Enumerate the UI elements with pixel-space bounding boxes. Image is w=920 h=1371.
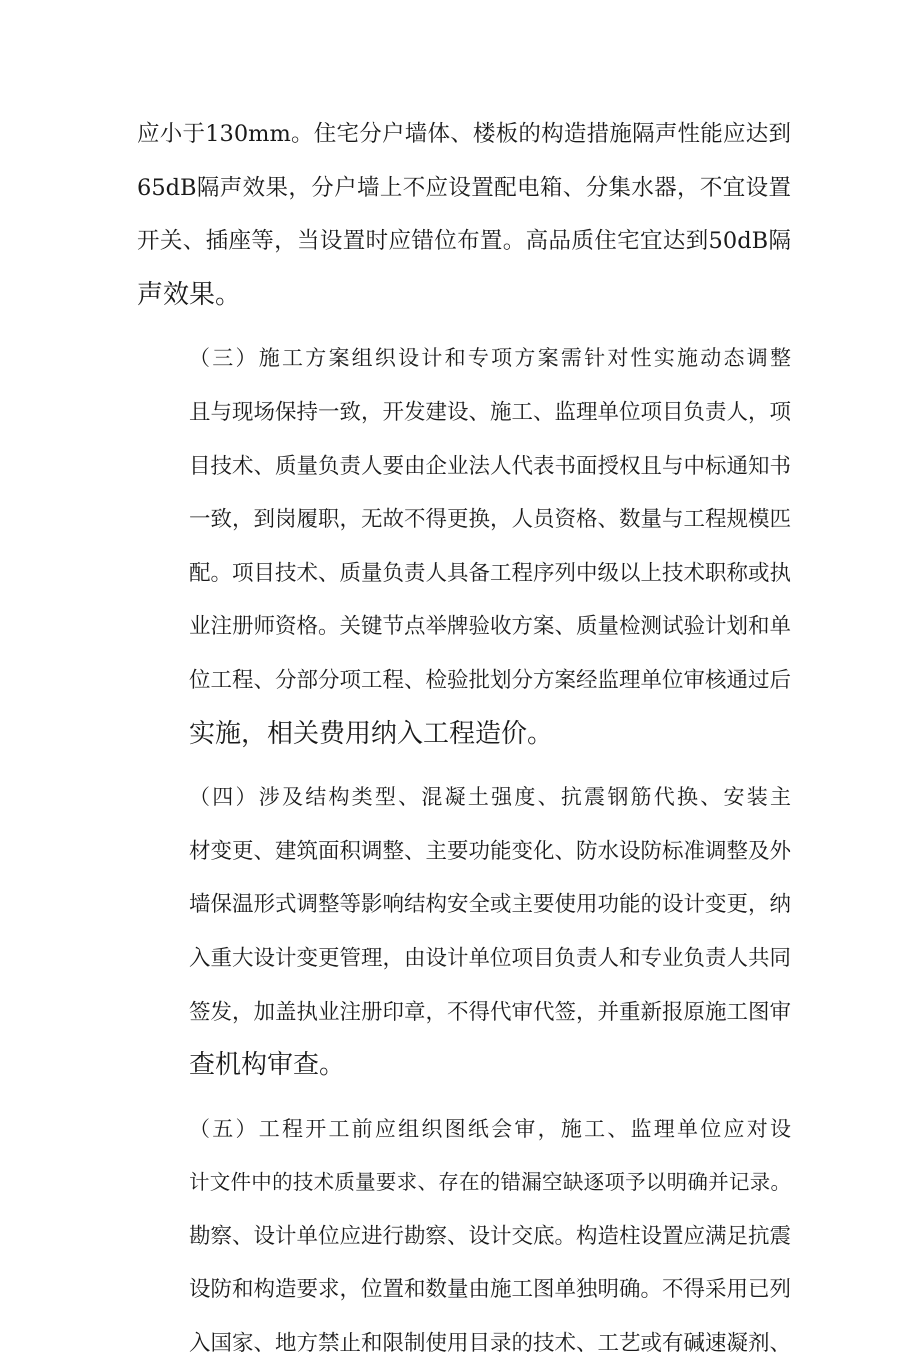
text-line: （四）涉及结构类型、混凝土强度、抗震钢筋代换、安装主 [189, 785, 791, 810]
text-line: 实施，相关费用纳入工程造价。 [189, 718, 554, 749]
text-line: （三）施工方案组织设计和专项方案需针对性实施动态调整 [189, 346, 791, 371]
text-line: 墙保温形式调整等影响结构安全或主要使用功能的设计变更，纳 [189, 892, 792, 918]
text-line: 入国家、地方禁止和限制使用目录的技术、工艺或有碱速凝剂、 [189, 1331, 792, 1357]
text-line: 开关、插座等，当设置时应错位布置。高品质住宅宜达到50dB隔 [137, 228, 791, 255]
text-line: 65dB隔声效果，分户墙上不应设置配电箱、分集水器，不宜设置 [137, 174, 791, 201]
text-line: 位工程、分部分项工程、检验批划分方案经监理单位审核通过后 [189, 667, 792, 693]
paragraph-1 [137, 108, 791, 322]
text-line: 查机构审查。 [189, 1050, 346, 1081]
text-line: 目技术、质量负责人要由企业法人代表书面授权且与中标通知书 [189, 453, 792, 479]
paragraph-4 [137, 1103, 791, 1371]
text-line: 配。项目技术、质量负责人具备工程序列中级以上技术职称或执 [189, 560, 792, 586]
document-body [137, 108, 791, 1371]
text-line: 一致，到岗履职，无故不得更换，人员资格、数量与工程规模匹 [189, 507, 792, 533]
paragraph-2 [137, 332, 791, 761]
text-line: 应小于130mm。住宅分户墙体、楼板的构造措施隔声性能应达到 [137, 121, 791, 147]
paragraph-3 [137, 771, 791, 1093]
text-line: 设防和构造要求，位置和数量由施工图单独明确。不得采用已列 [189, 1277, 792, 1303]
text-line: 计文件中的技术质量要求、存在的错漏空缺逐项予以明确并记录。 [189, 1170, 791, 1195]
text-line: 声效果。 [137, 279, 242, 310]
text-line: 材变更、建筑面积调整、主要功能变化、防水设防标准调整及外 [189, 838, 792, 864]
text-line: （五）工程开工前应组织图纸会审，施工、监理单位应对设 [189, 1116, 791, 1141]
text-line: 勘察、设计单位应进行勘察、设计交底。构造柱设置应满足抗震 [189, 1223, 792, 1249]
text-line: 入重大设计变更管理，由设计单位项目负责人和专业负责人共同 [189, 945, 792, 971]
text-line: 业注册师资格。关键节点举牌验收方案、质量检测试验计划和单 [189, 614, 792, 640]
text-line: 签发，加盖执业注册印章，不得代审代签，并重新报原施工图审 [189, 999, 792, 1025]
text-line: 且与现场保持一致，开发建设、施工、监理单位项目负责人，项 [189, 399, 792, 425]
